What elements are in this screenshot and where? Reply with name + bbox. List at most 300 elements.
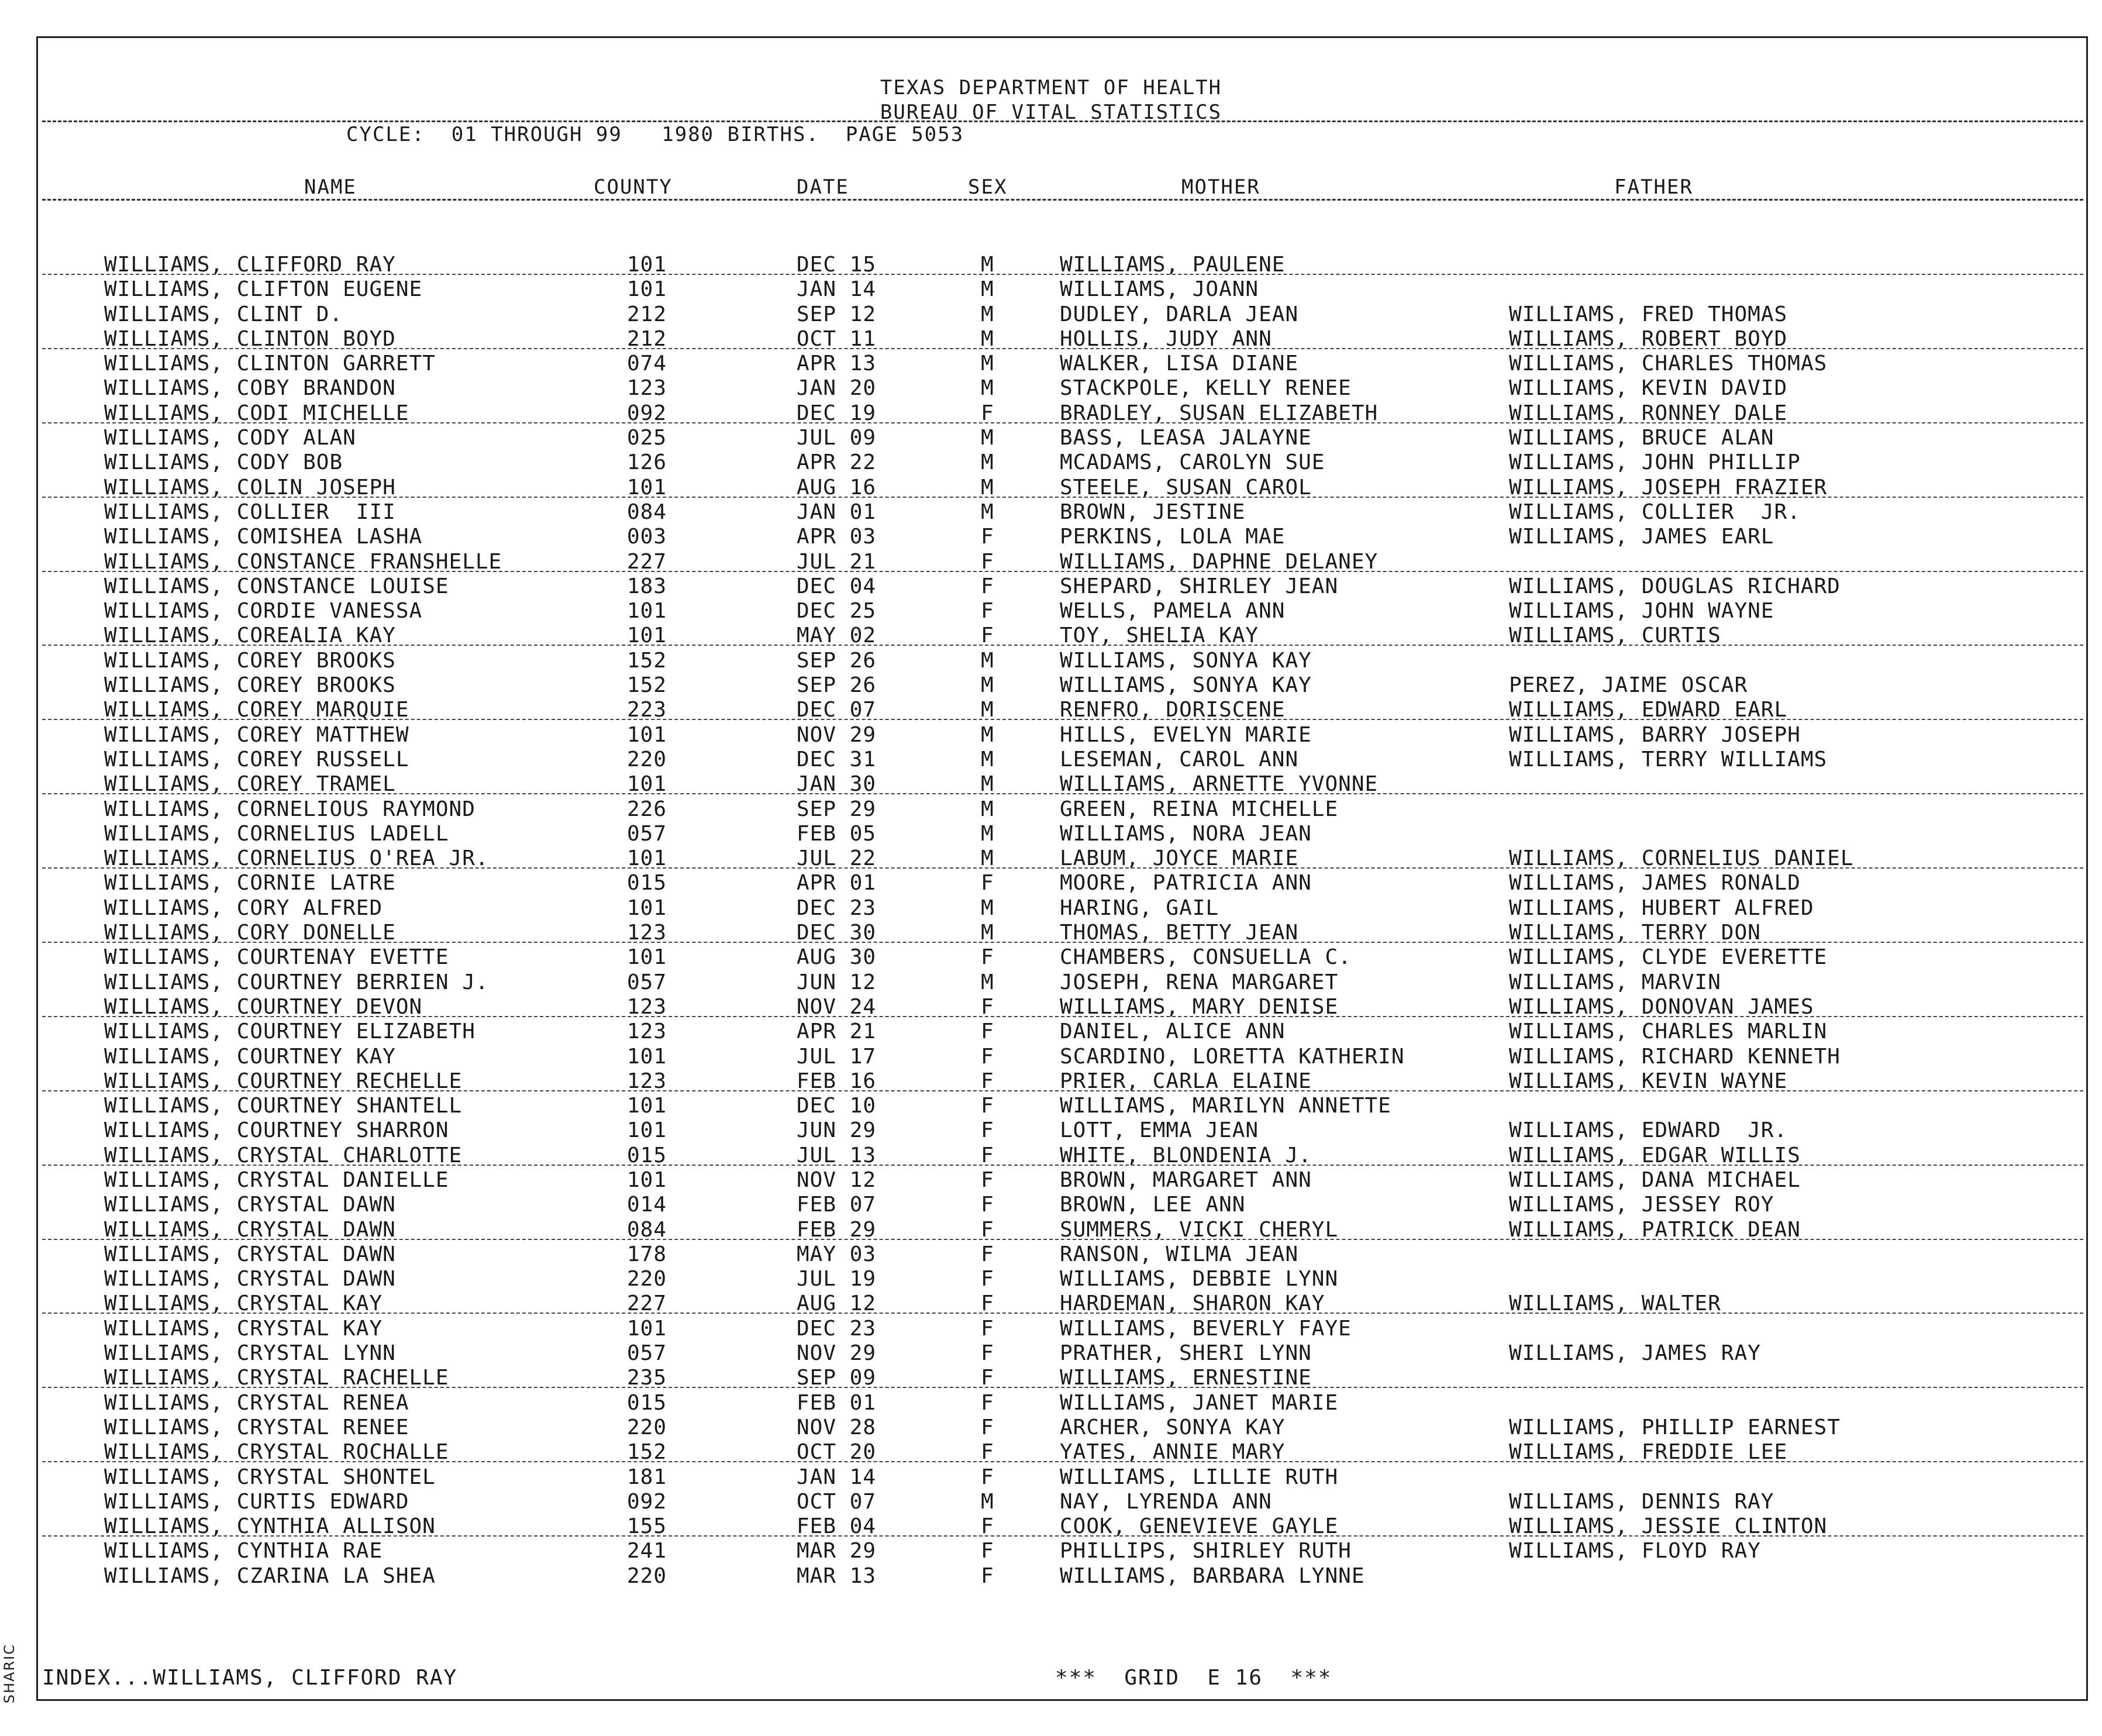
cell-mother: LOTT, EMMA JEAN [1060, 1118, 1259, 1143]
cell-sex: F [981, 1291, 994, 1316]
table-row [0, 622, 2102, 647]
table-row [0, 870, 2102, 894]
cell-sex: M [981, 698, 994, 722]
cell-name: WILLIAMS, CRYSTAL RENEE [104, 1415, 409, 1439]
cell-county: 084 [627, 500, 667, 524]
cell-name: WILLIAMS, COURTNEY SHANTELL [104, 1094, 463, 1118]
cell-mother: SCARDINO, LORETTA KATHERIN [1060, 1044, 1405, 1069]
cell-mother: PHILLIPS, SHIRLEY RUTH [1060, 1539, 1352, 1563]
cell-father: WILLIAMS, DOUGLAS RICHARD [1509, 574, 1841, 598]
cell-sex: F [981, 1390, 994, 1415]
cell-sex: M [981, 921, 994, 945]
cell-mother: DUDLEY, DARLA JEAN [1060, 302, 1299, 326]
cell-county: 084 [627, 1217, 667, 1242]
cell-sex: F [981, 1094, 994, 1118]
table-row [0, 994, 2102, 1018]
cell-county: 227 [627, 1291, 667, 1316]
cell-date: JUL 09 [797, 426, 877, 450]
cell-mother: WELLS, PAMELA ANN [1060, 599, 1286, 624]
cell-mother: LABUM, JOYCE MARIE [1060, 846, 1299, 871]
cell-county: 074 [627, 352, 667, 376]
cell-date: SEP 26 [797, 673, 877, 698]
cell-date: DEC 07 [797, 698, 877, 722]
cell-date: OCT 11 [797, 326, 877, 351]
cell-mother: WILLIAMS, NORA JEAN [1060, 821, 1312, 846]
cell-mother: PRIER, CARLA ELAINE [1060, 1069, 1312, 1093]
cell-date: APR 01 [797, 871, 877, 895]
cell-name: WILLIAMS, COREY MARQUIE [104, 698, 409, 722]
cell-sex: F [981, 1242, 994, 1266]
cell-name: WILLIAMS, CRYSTAL DAWN [104, 1217, 396, 1242]
cell-date: FEB 01 [797, 1390, 877, 1415]
cell-county: 101 [627, 1316, 667, 1341]
cell-name: WILLIAMS, COREY BROOKS [104, 673, 396, 698]
cell-name: WILLIAMS, COREY MATTHEW [104, 722, 409, 747]
cell-mother: SUMMERS, VICKI CHERYL [1060, 1217, 1339, 1242]
cell-county: 101 [627, 475, 667, 500]
cell-name: WILLIAMS, CYNTHIA RAE [104, 1539, 383, 1563]
cell-mother: HILLS, EVELYN MARIE [1060, 722, 1312, 747]
cell-name: WILLIAMS, COURTNEY RECHELLE [104, 1069, 463, 1093]
cell-date: SEP 29 [797, 797, 877, 821]
cell-sex: M [981, 326, 994, 351]
cell-county: 123 [627, 1019, 667, 1044]
cell-sex: F [981, 1193, 994, 1217]
table-row [0, 523, 2102, 548]
cell-date: JAN 01 [797, 500, 877, 524]
cell-sex: F [981, 1267, 994, 1291]
table-row [0, 969, 2102, 994]
cell-county: 057 [627, 970, 667, 994]
cell-date: AUG 30 [797, 945, 877, 970]
cell-father: WILLIAMS, JESSEY ROY [1509, 1193, 1774, 1217]
cell-sex: F [981, 1143, 994, 1167]
cell-county: 101 [627, 1044, 667, 1069]
table-row [0, 1191, 2102, 1216]
cell-father: WILLIAMS, DENNIS RAY [1509, 1489, 1774, 1514]
column-header-name: NAME [304, 175, 357, 199]
table-row [0, 1142, 2102, 1167]
cell-county: 014 [627, 1193, 667, 1217]
cell-county: 126 [627, 450, 667, 475]
cell-mother: MCADAMS, CAROLYN SUE [1060, 450, 1325, 475]
cell-date: SEP 09 [797, 1366, 877, 1390]
cell-father: WILLIAMS, COLLIER JR. [1509, 500, 1801, 524]
cell-mother: BROWN, MARGARET ANN [1060, 1167, 1312, 1192]
cell-name: WILLIAMS, CRYSTAL DANIELLE [104, 1167, 449, 1192]
cell-date: MAR 13 [797, 1563, 877, 1588]
cell-mother: HARING, GAIL [1060, 895, 1219, 920]
cell-sex: F [981, 624, 994, 648]
cell-county: 101 [627, 277, 667, 302]
cell-sex: F [981, 1044, 994, 1069]
cell-date: SEP 26 [797, 648, 877, 673]
cell-date: FEB 16 [797, 1069, 877, 1093]
table-row [0, 672, 2102, 697]
cell-mother: WILLIAMS, BARBARA LYNNE [1060, 1563, 1365, 1588]
cell-sex: M [981, 722, 994, 747]
cell-mother: HOLLIS, JUDY ANN [1060, 326, 1272, 351]
cell-county: 101 [627, 846, 667, 871]
table-row [0, 1068, 2102, 1093]
cell-father: WILLIAMS, JESSIE CLINTON [1509, 1514, 1828, 1539]
cell-name: WILLIAMS, CRYSTAL DAWN [104, 1267, 396, 1291]
cell-county: 101 [627, 945, 667, 970]
table-row [0, 1266, 2102, 1290]
cell-father: WILLIAMS, JOHN PHILLIP [1509, 450, 1801, 475]
cell-date: APR 21 [797, 1019, 877, 1044]
cell-date: FEB 05 [797, 821, 877, 846]
cell-date: APR 13 [797, 352, 877, 376]
column-header-sex: SEX [968, 175, 1008, 199]
cell-father: WILLIAMS, TERRY WILLIAMS [1509, 747, 1828, 771]
cell-sex: F [981, 1366, 994, 1390]
cell-father: WILLIAMS, MARVIN [1509, 970, 1721, 994]
cell-county: 015 [627, 1390, 667, 1415]
cell-mother: SHEPARD, SHIRLEY JEAN [1060, 574, 1339, 598]
cell-county: 123 [627, 1069, 667, 1093]
cell-mother: TOY, SHELIA KAY [1060, 624, 1259, 648]
cell-mother: COOK, GENEVIEVE GAYLE [1060, 1514, 1339, 1539]
cell-sex: M [981, 253, 994, 277]
table-row [0, 375, 2102, 399]
table-row [0, 697, 2102, 721]
cell-sex: F [981, 1563, 994, 1588]
cell-sex: F [981, 1217, 994, 1242]
cell-name: WILLIAMS, CRYSTAL SHONTEL [104, 1465, 436, 1489]
cell-mother: BRADLEY, SUSAN ELIZABETH [1060, 401, 1379, 425]
cell-father: WILLIAMS, ROBERT BOYD [1509, 326, 1788, 351]
cell-name: WILLIAMS, CRYSTAL CHARLOTTE [104, 1143, 463, 1167]
cell-name: WILLIAMS, CORY ALFRED [104, 895, 383, 920]
cell-father: WILLIAMS, RONNEY DALE [1509, 401, 1788, 425]
footer-grid: *** GRID E 16 *** [1055, 1666, 1332, 1690]
cell-mother: WILLIAMS, DAPHNE DELANEY [1060, 549, 1379, 574]
cell-date: OCT 20 [797, 1440, 877, 1465]
cell-mother: WILLIAMS, SONYA KAY [1060, 673, 1312, 698]
cell-name: WILLIAMS, CORNELIUS O'REA JR. [104, 846, 489, 871]
cell-county: 212 [627, 302, 667, 326]
table-row [0, 400, 2102, 425]
cell-county: 123 [627, 994, 667, 1019]
cell-mother: WILLIAMS, PAULENE [1060, 253, 1286, 277]
cell-county: 101 [627, 624, 667, 648]
cell-date: DEC 25 [797, 599, 877, 624]
cell-date: JUL 22 [797, 846, 877, 871]
cell-father: WILLIAMS, KEVIN DAVID [1509, 376, 1788, 401]
cell-sex: M [981, 797, 994, 821]
cell-date: JUL 17 [797, 1044, 877, 1069]
records-list [0, 252, 2102, 1587]
cell-father: WILLIAMS, PHILLIP EARNEST [1509, 1415, 1841, 1439]
cell-mother: CHAMBERS, CONSUELLA C. [1060, 945, 1352, 970]
cell-name: WILLIAMS, CLIFTON EUGENE [104, 277, 423, 302]
cell-date: JAN 14 [797, 1465, 877, 1489]
cell-father: WILLIAMS, JOHN WAYNE [1509, 599, 1774, 624]
cell-mother: LESEMAN, CAROL ANN [1060, 747, 1299, 771]
cell-sex: F [981, 871, 994, 895]
table-row [0, 276, 2102, 301]
cell-father: WILLIAMS, PATRICK DEAN [1509, 1217, 1801, 1242]
header-divider [42, 120, 2083, 122]
department-title: TEXAS DEPARTMENT OF HEALTH [880, 76, 1222, 99]
table-row [0, 1414, 2102, 1439]
cell-father: WILLIAMS, CORNELIUS DANIEL [1509, 846, 1854, 871]
cell-father: WILLIAMS, EDGAR WILLIS [1509, 1143, 1801, 1167]
cell-mother: STEELE, SUSAN CAROL [1060, 475, 1312, 500]
cell-county: 152 [627, 1440, 667, 1465]
cell-date: DEC 31 [797, 747, 877, 771]
cell-name: WILLIAMS, COLIN JOSEPH [104, 475, 396, 500]
cell-date: JUN 12 [797, 970, 877, 994]
cell-sex: M [981, 821, 994, 846]
cell-mother: DANIEL, ALICE ANN [1060, 1019, 1286, 1044]
cell-county: 101 [627, 253, 667, 277]
cell-father: WILLIAMS, FREDDIE LEE [1509, 1440, 1788, 1465]
cell-sex: M [981, 500, 994, 524]
cell-father: WILLIAMS, CURTIS [1509, 624, 1721, 648]
cell-mother: BROWN, JESTINE [1060, 500, 1246, 524]
cell-date: AUG 16 [797, 475, 877, 500]
cell-name: WILLIAMS, CRYSTAL DAWN [104, 1193, 396, 1217]
cell-county: 092 [627, 1489, 667, 1514]
column-header-divider [42, 199, 2083, 201]
cell-father: WILLIAMS, CLYDE EVERETTE [1509, 945, 1828, 970]
cell-county: 025 [627, 426, 667, 450]
cell-mother: JOSEPH, RENA MARGARET [1060, 970, 1339, 994]
cell-mother: WILLIAMS, JOANN [1060, 277, 1259, 302]
table-row [0, 449, 2102, 474]
cell-name: WILLIAMS, CORDIE VANESSA [104, 599, 423, 624]
table-row [0, 796, 2102, 821]
table-row [0, 326, 2102, 350]
cell-county: 212 [627, 326, 667, 351]
cell-county: 226 [627, 797, 667, 821]
cell-name: WILLIAMS, COREALIA KAY [104, 624, 396, 648]
cell-date: DEC 30 [797, 921, 877, 945]
cell-name: WILLIAMS, COREY TRAMEL [104, 772, 396, 797]
table-row [0, 1167, 2102, 1191]
cell-county: 152 [627, 673, 667, 698]
cell-date: NOV 29 [797, 722, 877, 747]
cell-father: WILLIAMS, EDWARD EARL [1509, 698, 1788, 722]
cell-sex: M [981, 426, 994, 450]
cell-name: WILLIAMS, COLLIER III [104, 500, 396, 524]
cell-father: WILLIAMS, FLOYD RAY [1509, 1539, 1761, 1563]
cell-father: WILLIAMS, JAMES RONALD [1509, 871, 1801, 895]
cell-father: WILLIAMS, CHARLES MARLIN [1509, 1019, 1828, 1044]
cell-date: JUL 21 [797, 549, 877, 574]
cell-sex: M [981, 895, 994, 920]
cell-name: WILLIAMS, COMISHEA LASHA [104, 525, 423, 549]
cell-mother: THOMAS, BETTY JEAN [1060, 921, 1299, 945]
table-row [0, 1340, 2102, 1365]
column-header-father: FATHER [1614, 175, 1693, 199]
cell-county: 220 [627, 1267, 667, 1291]
cell-father: WILLIAMS, CHARLES THOMAS [1509, 352, 1828, 376]
cell-father: WILLIAMS, WALTER [1509, 1291, 1721, 1316]
table-row [0, 499, 2102, 523]
table-row [0, 771, 2102, 795]
cell-mother: PERKINS, LOLA MAE [1060, 525, 1286, 549]
cell-county: 223 [627, 698, 667, 722]
cell-sex: F [981, 1118, 994, 1143]
cell-mother: RENFRO, DORISCENE [1060, 698, 1286, 722]
table-row [0, 821, 2102, 845]
table-row [0, 1538, 2102, 1562]
table-row [0, 549, 2102, 573]
cell-father: WILLIAMS, JAMES RAY [1509, 1341, 1761, 1366]
cell-name: WILLIAMS, CONSTANCE FRANSHELLE [104, 549, 502, 574]
cell-mother: BASS, LEASA JALAYNE [1060, 426, 1312, 450]
table-row [0, 1093, 2102, 1117]
cell-mother: WILLIAMS, ERNESTINE [1060, 1366, 1312, 1390]
cell-mother: WALKER, LISA DIANE [1060, 352, 1299, 376]
cell-sex: F [981, 549, 994, 574]
cell-date: NOV 12 [797, 1167, 877, 1192]
cell-sex: F [981, 401, 994, 425]
table-row [0, 1315, 2102, 1340]
table-row [0, 1489, 2102, 1513]
table-row [0, 1513, 2102, 1538]
cell-county: 101 [627, 1118, 667, 1143]
cell-date: JUL 19 [797, 1267, 877, 1291]
cell-father: PEREZ, JAIME OSCAR [1509, 673, 1748, 698]
cell-mother: WILLIAMS, MARILYN ANNETTE [1060, 1094, 1391, 1118]
cell-date: NOV 28 [797, 1415, 877, 1439]
cell-date: APR 03 [797, 525, 877, 549]
cell-name: WILLIAMS, COREY RUSSELL [104, 747, 409, 771]
cell-county: 003 [627, 525, 667, 549]
cell-name: WILLIAMS, CRYSTAL ROCHALLE [104, 1440, 449, 1465]
cell-county: 155 [627, 1514, 667, 1539]
cell-sex: M [981, 747, 994, 771]
cell-name: WILLIAMS, COREY BROOKS [104, 648, 396, 673]
cell-county: 057 [627, 1341, 667, 1366]
cell-mother: MOORE, PATRICIA ANN [1060, 871, 1312, 895]
cell-county: 101 [627, 722, 667, 747]
cell-county: 220 [627, 1415, 667, 1439]
table-row [0, 1390, 2102, 1414]
cell-name: WILLIAMS, CLIFFORD RAY [104, 253, 396, 277]
cell-name: WILLIAMS, CURTIS EDWARD [104, 1489, 409, 1514]
cell-mother: NAY, LYRENDA ANN [1060, 1489, 1272, 1514]
cell-date: JAN 20 [797, 376, 877, 401]
cell-sex: F [981, 1465, 994, 1489]
cell-name: WILLIAMS, CRYSTAL LYNN [104, 1341, 396, 1366]
cell-name: WILLIAMS, CODY ALAN [104, 426, 356, 450]
cell-father: WILLIAMS, KEVIN WAYNE [1509, 1069, 1788, 1093]
cell-date: DEC 23 [797, 1316, 877, 1341]
cell-sex: M [981, 970, 994, 994]
cell-date: FEB 07 [797, 1193, 877, 1217]
cell-date: NOV 29 [797, 1341, 877, 1366]
cell-name: WILLIAMS, CYNTHIA ALLISON [104, 1514, 436, 1539]
cell-county: 101 [627, 895, 667, 920]
cell-sex: F [981, 599, 994, 624]
cell-name: WILLIAMS, CONSTANCE LOUISE [104, 574, 449, 598]
table-row [0, 350, 2102, 375]
cell-name: WILLIAMS, COURTNEY ELIZABETH [104, 1019, 475, 1044]
cell-county: 227 [627, 549, 667, 574]
cell-sex: F [981, 1069, 994, 1093]
table-row [0, 722, 2102, 746]
cell-name: WILLIAMS, CORNIE LATRE [104, 871, 396, 895]
cell-sex: F [981, 1341, 994, 1366]
cell-date: JUN 29 [797, 1118, 877, 1143]
cell-county: 123 [627, 376, 667, 401]
cell-mother: GREEN, REINA MICHELLE [1060, 797, 1339, 821]
cell-father: WILLIAMS, JAMES EARL [1509, 525, 1774, 549]
table-row [0, 647, 2102, 672]
table-row [0, 425, 2102, 449]
cell-county: 057 [627, 821, 667, 846]
cell-father: WILLIAMS, EDWARD JR. [1509, 1118, 1788, 1143]
cell-sex: M [981, 352, 994, 376]
cell-date: MAY 03 [797, 1242, 877, 1266]
cell-county: 015 [627, 1143, 667, 1167]
cell-name: WILLIAMS, COBY BRANDON [104, 376, 396, 401]
cell-date: DEC 15 [797, 253, 877, 277]
cell-date: SEP 12 [797, 302, 877, 326]
cell-name: WILLIAMS, CORNELIUS LADELL [104, 821, 449, 846]
cell-date: JAN 14 [797, 277, 877, 302]
cell-mother: BROWN, LEE ANN [1060, 1193, 1246, 1217]
table-row [0, 573, 2102, 598]
cell-father: WILLIAMS, FRED THOMAS [1509, 302, 1788, 326]
cell-sex: M [981, 277, 994, 302]
cell-sex: M [981, 648, 994, 673]
cell-father: WILLIAMS, DANA MICHAEL [1509, 1167, 1801, 1192]
cell-name: WILLIAMS, CRYSTAL RENEA [104, 1390, 409, 1415]
cell-date: OCT 07 [797, 1489, 877, 1514]
cell-sex: M [981, 1489, 994, 1514]
cell-name: WILLIAMS, CZARINA LA SHEA [104, 1563, 436, 1588]
cell-county: 101 [627, 1167, 667, 1192]
cell-father: WILLIAMS, DONOVAN JAMES [1509, 994, 1814, 1019]
cell-mother: WILLIAMS, BEVERLY FAYE [1060, 1316, 1352, 1341]
cell-sex: F [981, 1539, 994, 1563]
cell-sex: M [981, 450, 994, 475]
cell-date: DEC 04 [797, 574, 877, 598]
cell-sex: M [981, 475, 994, 500]
table-row [0, 474, 2102, 499]
cell-name: WILLIAMS, CLINT D. [104, 302, 343, 326]
cell-name: WILLIAMS, CRYSTAL RACHELLE [104, 1366, 449, 1390]
cell-mother: RANSON, WILMA JEAN [1060, 1242, 1299, 1266]
cell-name: WILLIAMS, CLINTON GARRETT [104, 352, 436, 376]
cell-mother: YATES, ANNIE MARY [1060, 1440, 1286, 1465]
cell-name: WILLIAMS, CRYSTAL KAY [104, 1291, 383, 1316]
cell-name: WILLIAMS, CRYSTAL DAWN [104, 1242, 396, 1266]
cell-date: JAN 30 [797, 772, 877, 797]
cell-county: 152 [627, 648, 667, 673]
cell-sex: F [981, 1415, 994, 1439]
table-row [0, 1217, 2102, 1241]
cell-sex: F [981, 1019, 994, 1044]
cell-county: 123 [627, 921, 667, 945]
footer-index: INDEX...WILLIAMS, CLIFFORD RAY [42, 1666, 458, 1690]
cell-date: APR 22 [797, 450, 877, 475]
bureau-title: BUREAU OF VITAL STATISTICS [880, 101, 1222, 124]
cell-sex: M [981, 772, 994, 797]
cell-father: WILLIAMS, JOSEPH FRAZIER [1509, 475, 1828, 500]
cell-county: 183 [627, 574, 667, 598]
cell-name: WILLIAMS, CODY BOB [104, 450, 343, 475]
table-row [0, 1043, 2102, 1068]
cell-date: DEC 23 [797, 895, 877, 920]
table-row [0, 1018, 2102, 1043]
